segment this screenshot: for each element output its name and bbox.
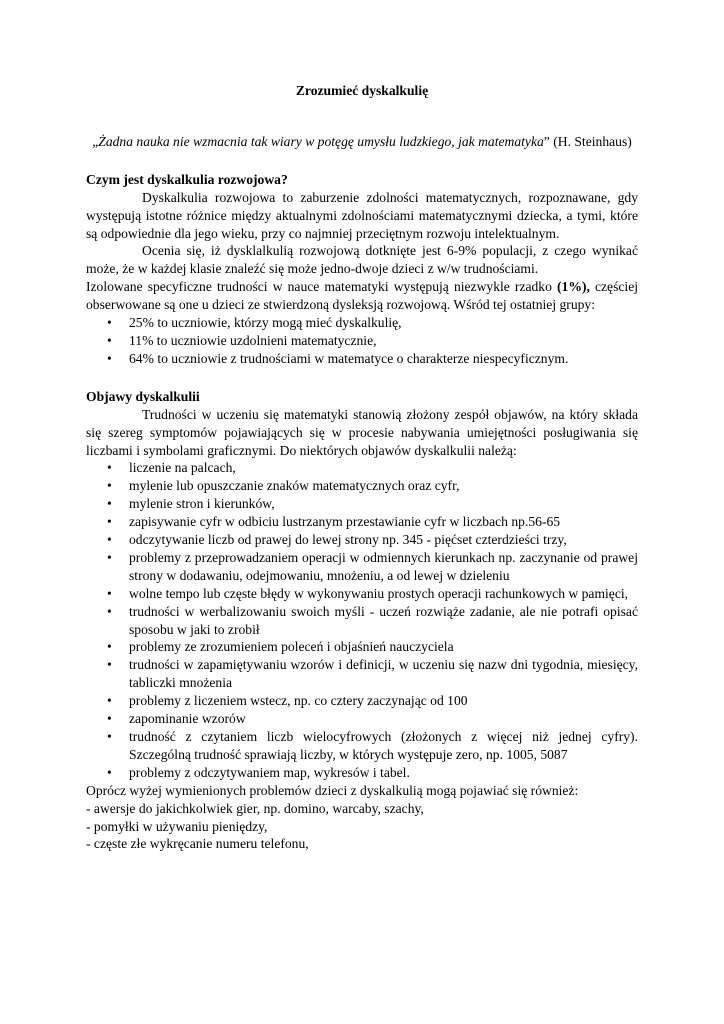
bullet-icon: • — [107, 639, 112, 655]
list-item-text: trudność z czytaniem liczb wielocyfrowych (złożonych z więcej niż jednej cyfry). Szczególną trudność sprawiają liczby, w których występuje zero, np. 1005, 5087 — [129, 729, 638, 762]
bullet-icon: • — [107, 603, 112, 619]
list-item — [86, 477, 638, 495]
list-item — [86, 710, 638, 728]
list-item — [86, 728, 638, 764]
bullet-icon: • — [107, 332, 112, 348]
list-item — [86, 656, 638, 692]
quote-attribution: ” (H. Steinhaus) — [543, 133, 632, 149]
list-item — [86, 350, 638, 368]
list-item — [86, 332, 638, 350]
list-item-text: 25% to uczniowie, którzy mogą mieć dyskalkulię, — [129, 315, 402, 331]
list-item — [86, 314, 638, 332]
paragraph-bold-text: (1%), — [557, 279, 590, 295]
list-item-text: problemy ze zrozumieniem poleceń i objaśnień nauczyciela — [129, 639, 454, 655]
section-what-is-dyscalculia — [86, 171, 638, 368]
bullet-icon: • — [107, 460, 112, 476]
list-item-text: odczytywanie liczb od prawej do lewej strony np. 345 - pięćset czterdzieści trzy, — [129, 532, 567, 548]
list-item-text: trudności w zapamiętywaniu wzorów i definicji, w uczeniu się nazw dni tygodnia, miesięcy, tabliczki mnożenia — [129, 657, 638, 691]
bullet-icon: • — [107, 693, 112, 709]
list-item-text: liczenie na palcach, — [129, 460, 236, 476]
bullet-icon: • — [107, 315, 112, 331]
list-item-text: problemy z odczytywaniem map, wykresów i tabel. — [129, 764, 410, 780]
list-item-text: wolne tempo lub częste błędy w wykonywaniu prostych operacji rachunkowych w pamięci, — [129, 585, 629, 601]
list-item — [86, 585, 638, 603]
epigraph-quote — [86, 133, 638, 151]
bullet-icon: • — [107, 657, 112, 673]
bullet-icon: • — [107, 729, 112, 744]
list-item — [86, 531, 638, 549]
paragraph: Trudności w uczeniu się matematyki stanowią złożony zespół objawów, na który składa się szereg symptomów pojawiających się w procesie nabywania umiejętności posługiwania się liczbami i symbolami graficznymi. Do niektórych objawów dyskalkulii należą: — [86, 406, 638, 458]
paragraph: Oprócz wyżej wymienionych problemów dzieci z dyskalkulią mogą pojawiać się również: — [86, 782, 579, 798]
list-item — [86, 638, 638, 656]
list-item-text: problemy z przeprowadzaniem operacji w odmiennych kierunkach np. zaczynanie od prawej strony w dodawaniu, odejmowaniu, mnożeniu, a od lewej w dzieleniu — [129, 549, 638, 583]
section-heading: Objawy dyskalkulii — [86, 388, 200, 404]
list-item — [86, 603, 638, 639]
bullet-icon: • — [107, 496, 112, 512]
paragraph: Dyskalkulia rozwojowa to zaburzenie zdolności matematycznych, rozpoznawane, gdy występują istotne różnice między aktualnymi zdolnościami matematycznymi dziecka, a tymi, które są odpowiednie dla jego wieku, przy co najmniej przeciętnym rozwoju intelektualnym. — [86, 189, 638, 241]
dash-list-item: - częste złe wykręcanie numeru telefonu, — [86, 836, 309, 852]
list-item-text: zapominanie wzorów — [129, 711, 246, 727]
bullet-icon: • — [107, 514, 112, 530]
bullet-icon: • — [107, 764, 112, 780]
bullet-list — [86, 459, 638, 781]
section-symptoms — [86, 388, 638, 854]
document-title: Zrozumieć dyskalkulię — [295, 83, 429, 98]
bullet-icon: • — [107, 532, 112, 548]
paragraph-text: Izolowane specyficzne trudności w nauce matematyki występują niezwykle rzadko — [86, 279, 558, 295]
list-item-text: problemy z liczeniem wstecz, np. co cztery zaczynając od 100 — [129, 693, 468, 709]
bullet-icon: • — [107, 478, 112, 494]
document-body — [86, 82, 638, 853]
list-item — [86, 764, 638, 782]
list-item-text: 64% to uczniowie z trudnościami w matematyce o charakterze niespecyficznym. — [129, 350, 569, 366]
quote-open-mark: „ — [92, 133, 99, 149]
list-item — [86, 692, 638, 710]
list-item — [86, 513, 638, 531]
list-item-text: mylenie stron i kierunków, — [129, 496, 275, 512]
list-item — [86, 495, 638, 513]
dash-list-item: - awersje do jakichkolwiek gier, np. domino, warcaby, szachy, — [86, 800, 424, 816]
paragraph-text: częściej obserwowane są one u dzieci ze stwierdzoną dysleksją rozwojową. Wśród tej ostatniej grupy: — [86, 279, 638, 313]
list-item-text: 11% to uczniowie uzdolnieni matematycznie, — [129, 332, 377, 348]
list-item-text: mylenie lub opuszczanie znaków matematycznych oraz cyfr, — [129, 478, 460, 494]
list-item — [86, 459, 638, 477]
paragraph: Ocenia się, iż dysklalkulią rozwojową dotknięte jest 6-9% populacji, z czego wynikać może, że w każdej klasie znaleźć się może jedno-dwoje dzieci z w/w trudnościami. — [86, 243, 638, 277]
list-item-text: zapisywanie cyfr w odbiciu lustrzanym przestawianie cyfr w liczbach np.56-65 — [129, 514, 561, 530]
list-item-text: trudności w werbalizowaniu swoich myśli - uczeń rozwiąże zadanie, ale nie potrafi opisać sposobu w jaki to zrobił — [129, 603, 638, 637]
quote-text: Żadna nauka nie wzmacnia tak wiary w potęgę umysłu ludzkiego, jak matematyka — [98, 133, 544, 149]
bullet-icon: • — [107, 350, 112, 366]
dash-list-item: - pomyłki w używaniu pieniędzy, — [86, 818, 268, 834]
paragraph — [86, 278, 638, 314]
list-item — [86, 549, 638, 585]
bullet-icon: • — [107, 585, 112, 601]
bullet-icon: • — [107, 549, 112, 565]
bullet-list — [86, 314, 638, 368]
bullet-icon: • — [107, 711, 112, 727]
section-heading: Czym jest dyskalkulia rozwojowa? — [86, 171, 288, 187]
